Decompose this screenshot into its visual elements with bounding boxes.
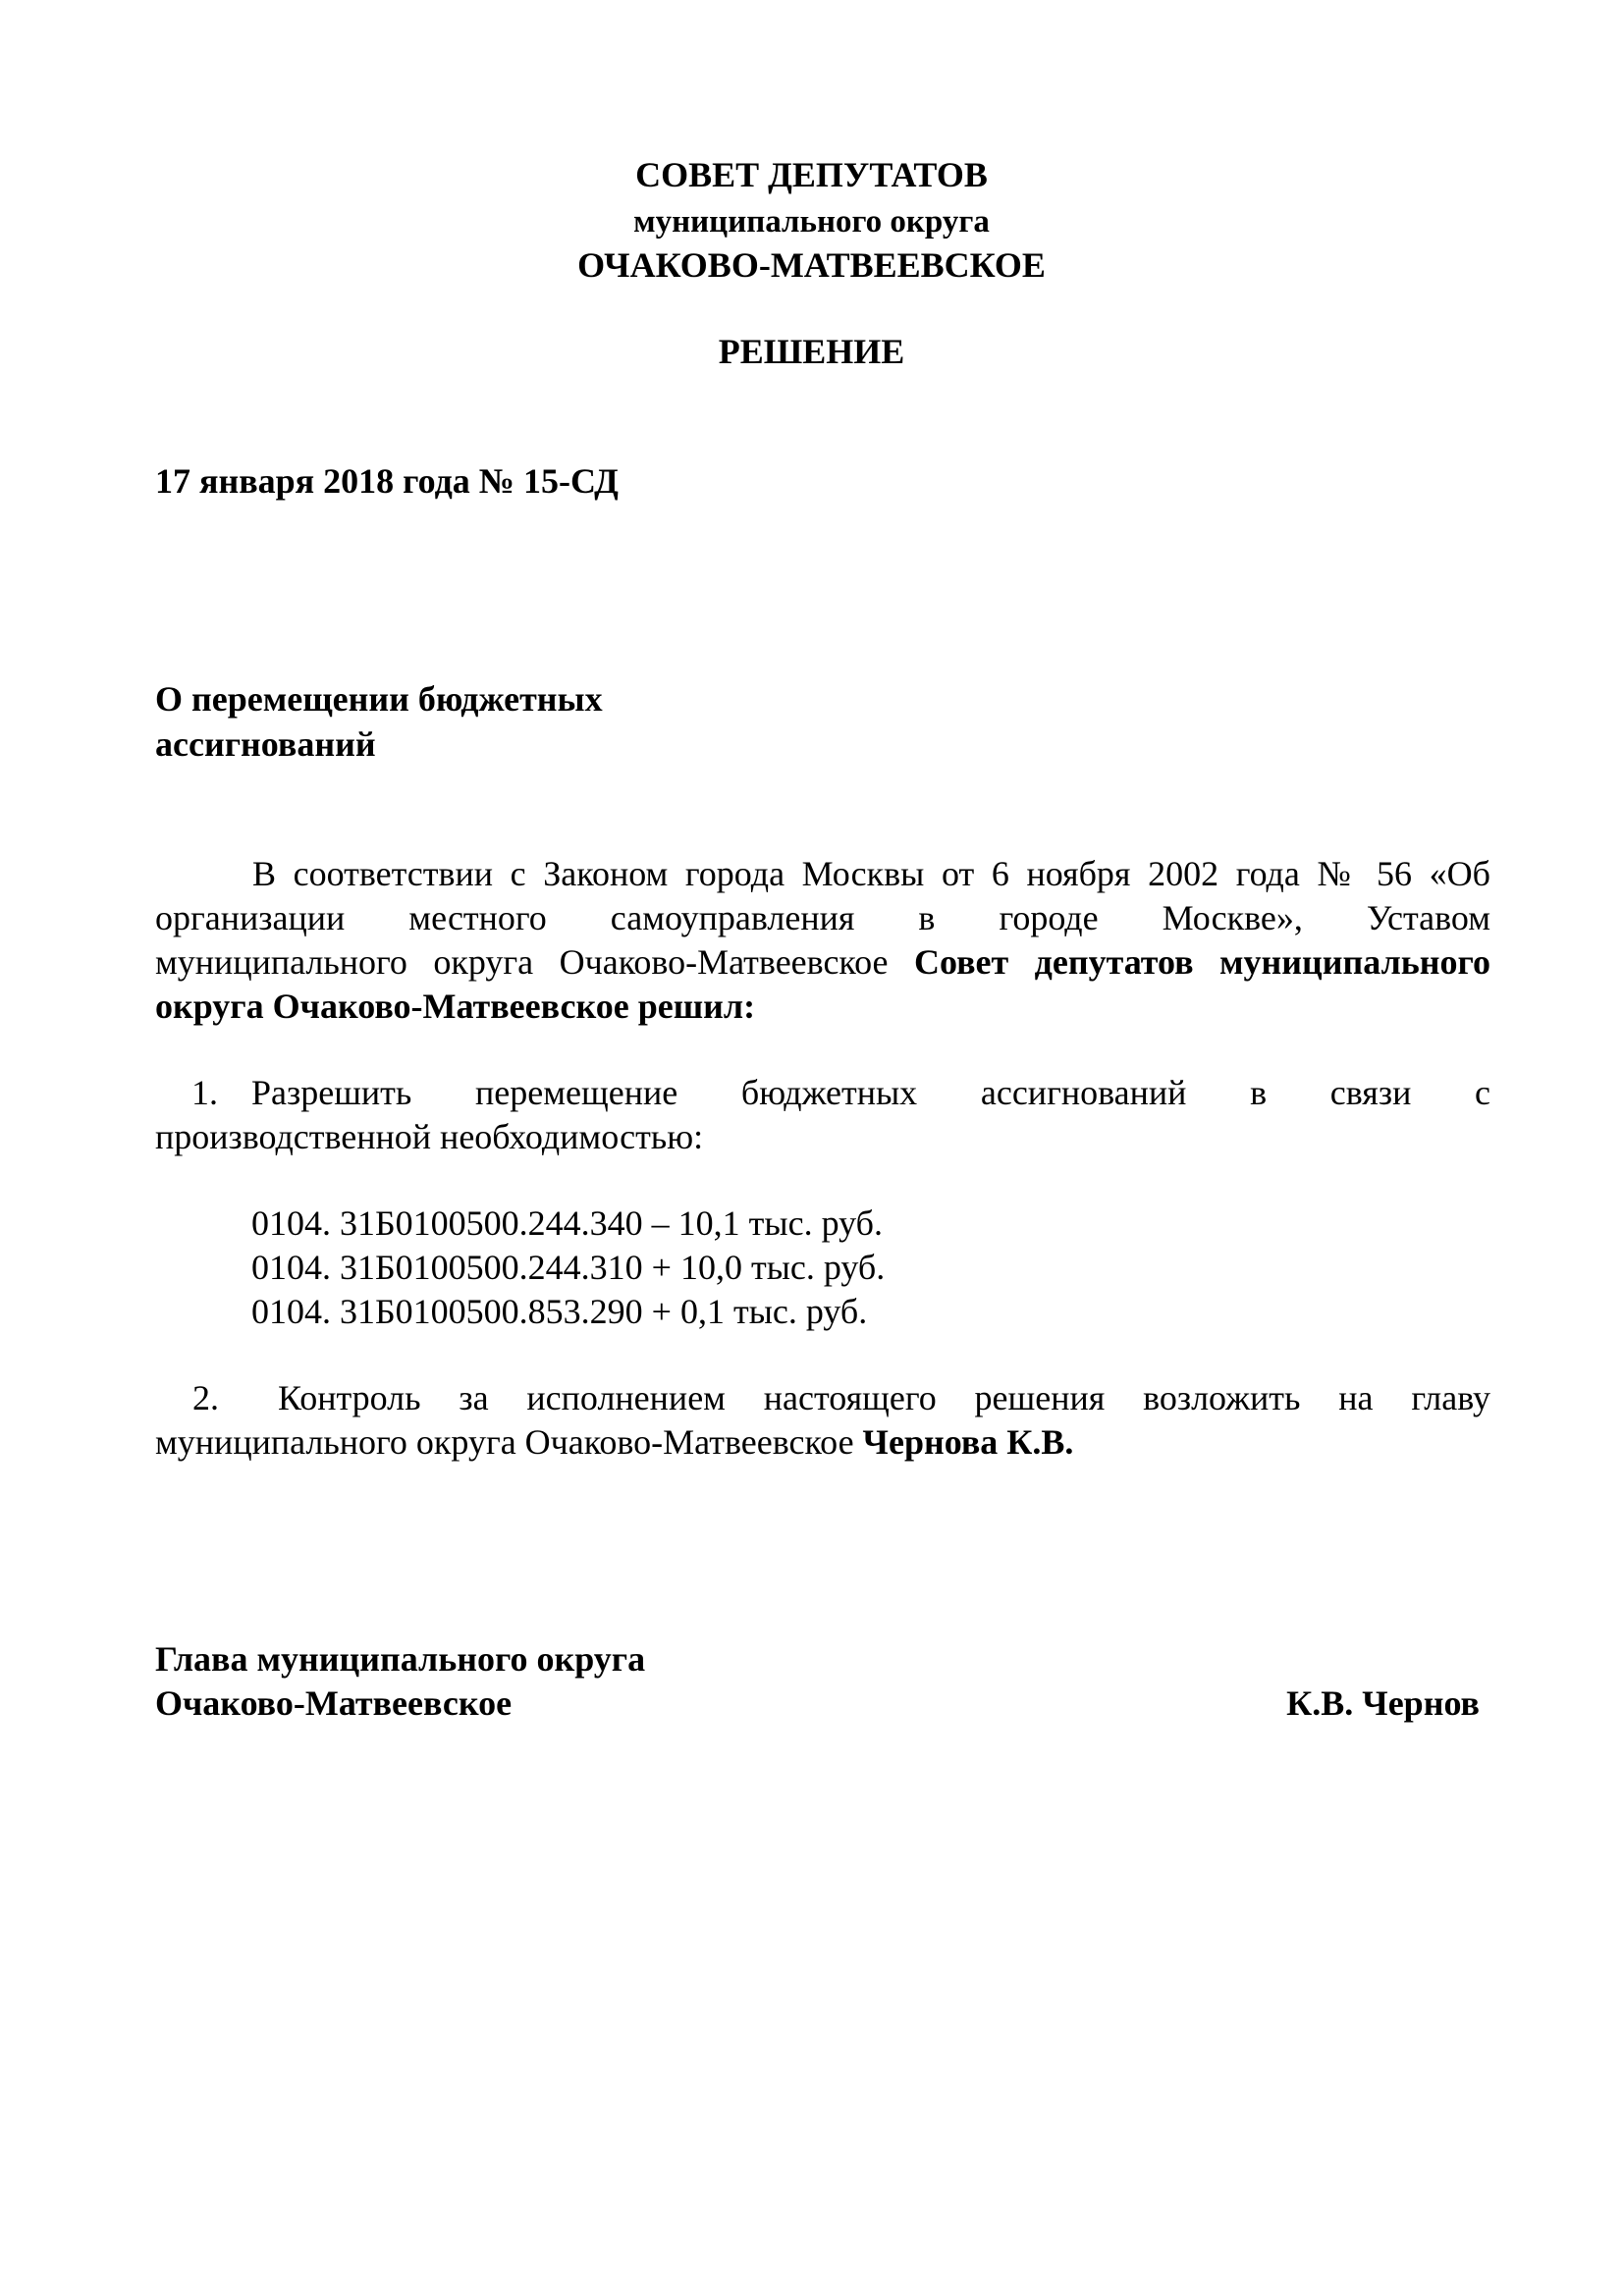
preamble-line-3 bbox=[155, 940, 1490, 985]
item-1-line-1: Разрешить перемещение бюджетных ассигнований в связи с bbox=[251, 1073, 1490, 1112]
signature-title-line-1: Глава муниципального округа bbox=[155, 1639, 646, 1679]
preamble-line-1: В соответствии с Законом города Москвы от 6 ноября 2002 года № 56 «Об bbox=[252, 854, 1490, 893]
preamble-line-3-regular: муниципального округа Очаково-Матвеевское bbox=[155, 942, 914, 982]
item-2-line-2-bold: Чернова К.В. bbox=[862, 1422, 1074, 1462]
preamble-line-4: округа Очаково-Матвеевское решил: bbox=[155, 987, 756, 1026]
signature-title-line-2: Очаково-Матвеевское bbox=[155, 1683, 513, 1723]
item-2-line-2 bbox=[155, 1420, 1073, 1464]
item-1-number: 1. bbox=[191, 1073, 218, 1112]
signature-name: К.В. Чернов bbox=[1286, 1683, 1480, 1723]
preamble-line-2: организации местного самоуправления в городе Москве», Уставом bbox=[155, 898, 1490, 937]
district-name: ОЧАКОВО-МАТВЕЕВСКОЕ bbox=[577, 245, 1046, 285]
item-1-line-2: производственной необходимостью: bbox=[155, 1117, 704, 1156]
preamble-line-3-bold: Совет депутатов муниципального bbox=[913, 942, 1490, 982]
item-2-line-2-regular: муниципального округа Очаково-Матвеевское bbox=[155, 1422, 863, 1462]
document-type: РЕШЕНИЕ bbox=[718, 332, 905, 371]
budget-code-2: 0104. 31Б0100500.244.310 + 10,0 тыс. руб. bbox=[251, 1248, 886, 1287]
budget-code-3: 0104. 31Б0100500.853.290 + 0,1 тыс. руб. bbox=[251, 1292, 868, 1331]
subject-line-1: О перемещении бюджетных bbox=[155, 679, 603, 719]
district-prefix: муниципального округа bbox=[633, 204, 990, 240]
item-2-number: 2. bbox=[192, 1378, 219, 1417]
subject-line-2: ассигнований bbox=[155, 724, 376, 764]
item-2-line-1: Контроль за исполнением настоящего решения возложить на главу bbox=[278, 1378, 1490, 1417]
council-title: СОВЕТ ДЕПУТАТОВ bbox=[635, 155, 988, 194]
date-number: 17 января 2018 года № 15-СД bbox=[155, 461, 619, 501]
budget-code-1: 0104. 31Б0100500.244.340 – 10,1 тыс. руб. bbox=[251, 1203, 883, 1243]
